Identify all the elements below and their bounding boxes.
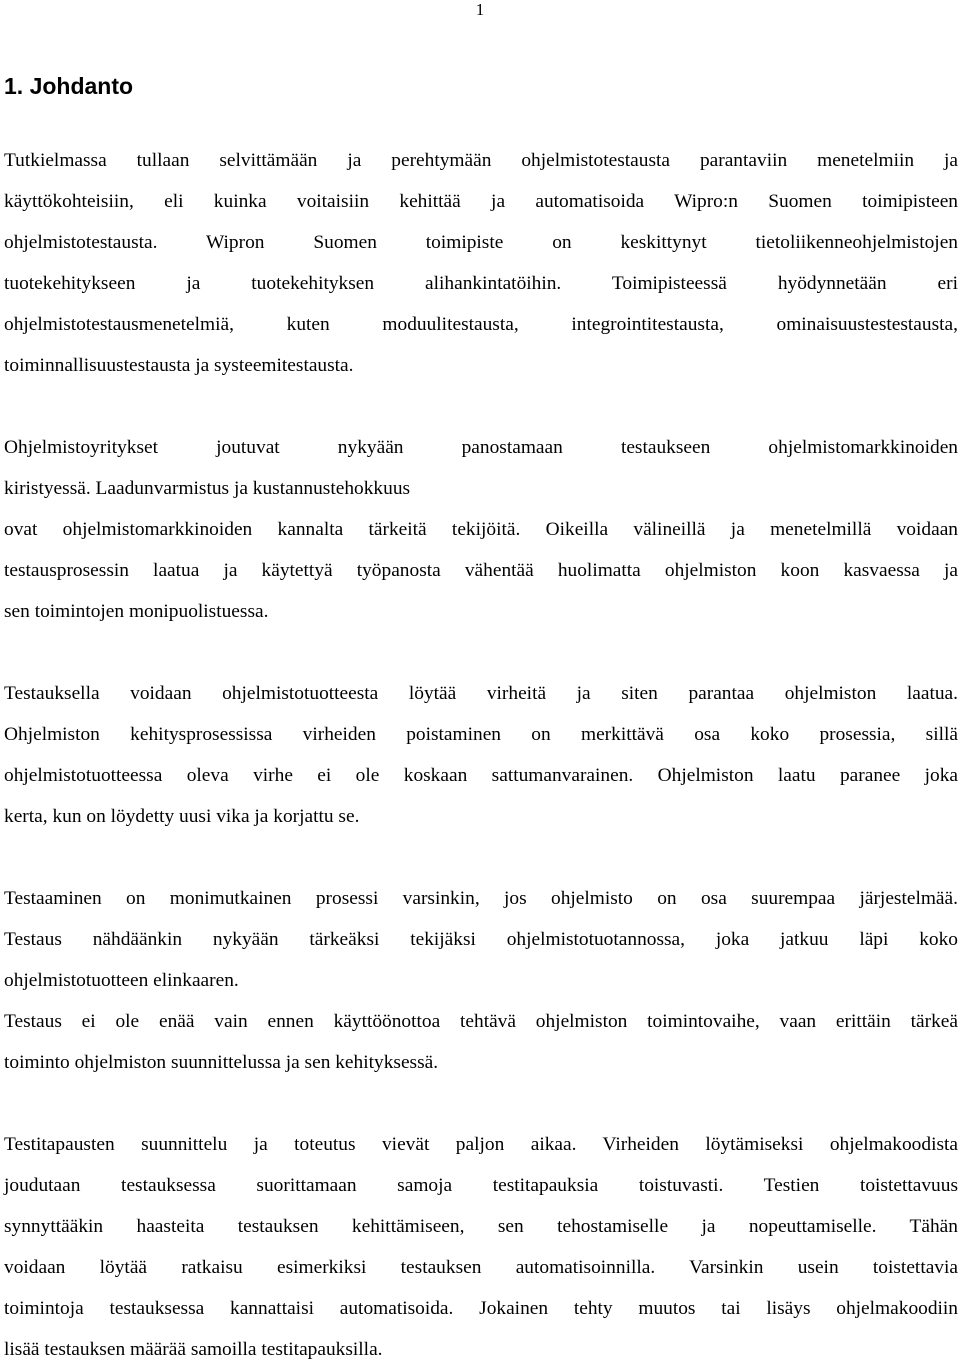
paragraph-line: Testitapausten suunnittelu ja toteutus vievät paljon aikaa. Virheiden löytämiseksi ohjelmakoodista xyxy=(4,1134,958,1155)
paragraph-line: Testauksella voidaan ohjelmistotuotteesta löytää virheitä ja siten parantaa ohjelmiston laatua. xyxy=(4,683,958,704)
document-body xyxy=(4,140,958,1370)
paragraph-line: sen toimintojen monipuolistuessa. xyxy=(4,601,269,622)
paragraph-line: voidaan löytää ratkaisu esimerkiksi testauksen automatisoinnilla. Varsinkin usein toistettavia xyxy=(4,1257,958,1278)
paragraph-5 xyxy=(4,1124,958,1370)
paragraph-line: Ohjelmiston kehitysprosessissa virheiden poistaminen on merkittävä osa koko prosessia, sillä xyxy=(4,724,958,745)
page-number: 1 xyxy=(475,0,485,19)
paragraph-line: Testaus ei ole enää vain ennen käyttöönottoa tehtävä ohjelmiston toimintovaihe, vaan erittäin tärkeä xyxy=(4,1011,958,1032)
paragraph-spacer xyxy=(4,386,958,427)
paragraph-line: testausprosessin laatua ja käytettyä työpanosta vähentää huolimatta ohjelmiston koon kasvaessa ja xyxy=(4,560,958,581)
paragraph-line: ohjelmistotestausta. Wipron Suomen toimipiste on keskittynyt tietoliikenneohjelmistojen xyxy=(4,232,958,253)
paragraph-spacer xyxy=(4,632,958,673)
paragraph-line: tuotekehitykseen ja tuotekehityksen alihankintatöihin. Toimipisteessä hyödynnetään eri xyxy=(4,273,958,294)
paragraph-line: Tutkielmassa tullaan selvittämään ja perehtymään ohjelmistotestausta parantaviin menetelmiin ja xyxy=(4,150,958,171)
paragraph-line: toimintoja testauksessa kannattaisi automatisoida. Jokainen tehty muutos tai lisäys ohjelmakoodiin xyxy=(4,1298,958,1319)
paragraph-line: ohjelmistotuotteessa oleva virhe ei ole koskaan sattumanvarainen. Ohjelmiston laatu paranee joka xyxy=(4,765,958,786)
paragraph-4 xyxy=(4,878,958,1083)
paragraph-line: kerta, kun on löydetty uusi vika ja korjattu se. xyxy=(4,806,360,827)
paragraph-line: Ohjelmistoyritykset joutuvat nykyään panostamaan testaukseen ohjelmistomarkkinoiden xyxy=(4,437,958,458)
paragraph-spacer xyxy=(4,1083,958,1124)
paragraph-line: ovat ohjelmistomarkkinoiden kannalta tärkeitä tekijöitä. Oikeilla välineillä ja menetelmillä voidaan xyxy=(4,519,958,540)
paragraph-line: ohjelmistotuotteen elinkaaren. xyxy=(4,970,239,991)
paragraph-line: toiminto ohjelmiston suunnittelussa ja sen kehityksessä. xyxy=(4,1052,439,1073)
paragraph-line: joudutaan testauksessa suorittamaan samoja testitapauksia toistuvasti. Testien toistettavuus xyxy=(4,1175,958,1196)
paragraph-line: kiristyessä. Laadunvarmistus ja kustannustehokkuus xyxy=(4,478,411,499)
paragraph-line: lisää testauksen määrää samoilla testitapauksilla. xyxy=(4,1339,383,1360)
paragraph-2 xyxy=(4,427,958,632)
paragraph-line: Testaaminen on monimutkainen prosessi varsinkin, jos ohjelmisto on osa suurempaa järjestelmää. xyxy=(4,888,958,909)
paragraph-line: Testaus nähdäänkin nykyään tärkeäksi tekijäksi ohjelmistotuotannossa, joka jatkuu läpi koko xyxy=(4,929,958,950)
paragraph-1 xyxy=(4,140,958,386)
paragraph-line: ohjelmistotestausmenetelmiä, kuten moduulitestausta, integrointitestausta, ominaisuustestestausta, xyxy=(4,314,958,335)
paragraph-line: synnyttääkin haasteita testauksen kehittämiseen, sen tehostamiselle ja nopeuttamiselle. Tähän xyxy=(4,1216,958,1237)
section-heading: 1. Johdanto xyxy=(4,73,134,99)
paragraph-3 xyxy=(4,673,958,837)
paragraph-line: toiminnallisuustestausta ja systeemitestausta. xyxy=(4,355,354,376)
paragraph-line: käyttökohteisiin, eli kuinka voitaisiin kehittää ja automatisoida Wipro:n Suomen toimipisteen xyxy=(4,191,958,212)
paragraph-spacer xyxy=(4,837,958,878)
